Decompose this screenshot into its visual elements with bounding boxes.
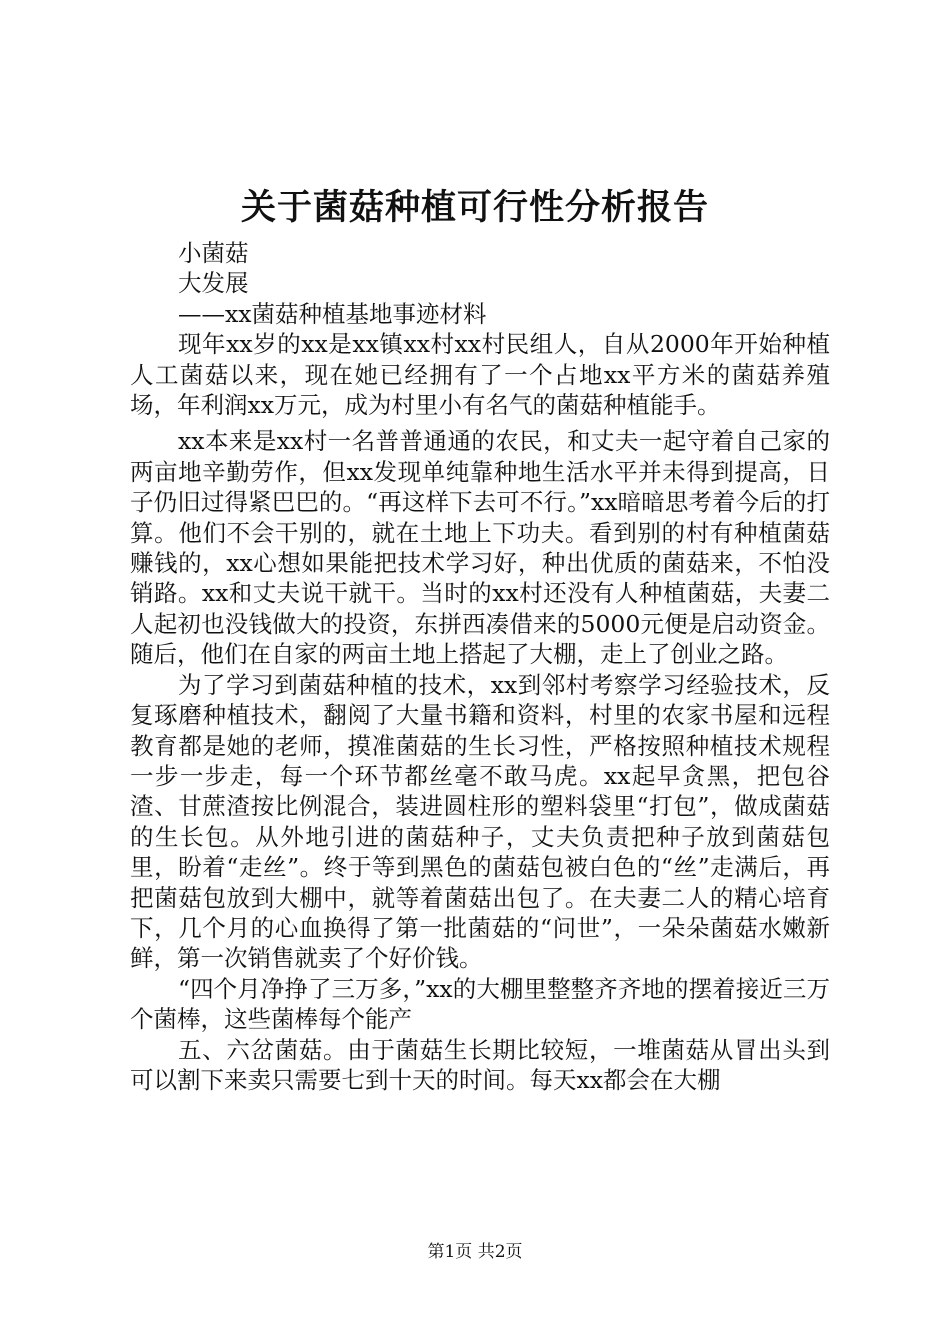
body-paragraph: 五、六岔菌菇。由于菌菇生长期比较短，一堆菌菇从冒出头到可以割下来卖只需要七到十天的时间。每天xx都会在大棚 (130, 1035, 830, 1094)
body-paragraph: 现年xx岁的xx是xx镇xx村xx村民组人，自从2000年开始种植人工菌菇以来，现在她已经拥有了一个占地xx平方米的菌菇养殖场，年利润xx万元，成为村里小有名气的菌菇种植能手。 (130, 330, 830, 420)
body-paragraph: “四个月净挣了三万多，”xx的大棚里整整齐齐地的摆着接近三万个菌棒，这些菌棒每个能产 (130, 974, 830, 1034)
subtitle-line: ——xx菌菇种植基地事迹材料 (178, 299, 487, 328)
subtitle-line: 大发展 (178, 269, 249, 298)
document-title: 关于菌菇种植可行性分析报告 (240, 187, 709, 228)
body-paragraph: 为了学习到菌菇种植的技术，xx到邻村考察学习经验技术，反复琢磨种植技术，翻阅了大量书籍和资料，村里的农家书屋和远程教育都是她的老师，摸准菌菇的生长习性，严格按照种植技术规程一步一步走，每一个环节都丝毫不敢马虎。xx起早贪黑，把包谷渣、甘蔗渣按比例混合，装进圆柱形的塑料袋里“打包”，做成菌菇的生长包。从外地引进的菌菇种子，丈夫负责把种子放到菌菇包里，盼着“走丝”。终于等到黑色的菌菇包被白色的“丝”走满后，再把菌菇包放到大棚中，就等着菌菇出包了。在夫妻二人的精心培育下，几个月的心血换得了第一批菌菇的“问世”，一朵朵菌菇水嫩新鲜，第一次销售就卖了个好价钱。 (130, 670, 830, 973)
document-body (130, 238, 830, 1095)
body-paragraph: xx本来是xx村一名普普通通的农民，和丈夫一起守着自己家的两亩地辛勤劳作，但xx发现单纯靠种地生活水平并未得到提高，日子仍旧过得紧巴巴的。“再这样下去可不行。”xx暗暗思考着今后的打算。他们不会干别的，就在土地上下功夫。看到别的村有种植菌菇赚钱的，xx心想如果能把技术学习好，种出优质的菌菇来，不怕没销路。xx和丈夫说干就干。当时的xx村还没有人种植菌菇，夫妻二人起初也没钱做大的投资，东拼西凑借来的5000元便是启动资金。随后，他们在自家的两亩土地上搭起了大棚，走上了创业之路。 (130, 427, 830, 669)
subtitle-line: 小菌菇 (178, 239, 249, 267)
page-number: 第1页 共2页 (427, 1242, 523, 1262)
